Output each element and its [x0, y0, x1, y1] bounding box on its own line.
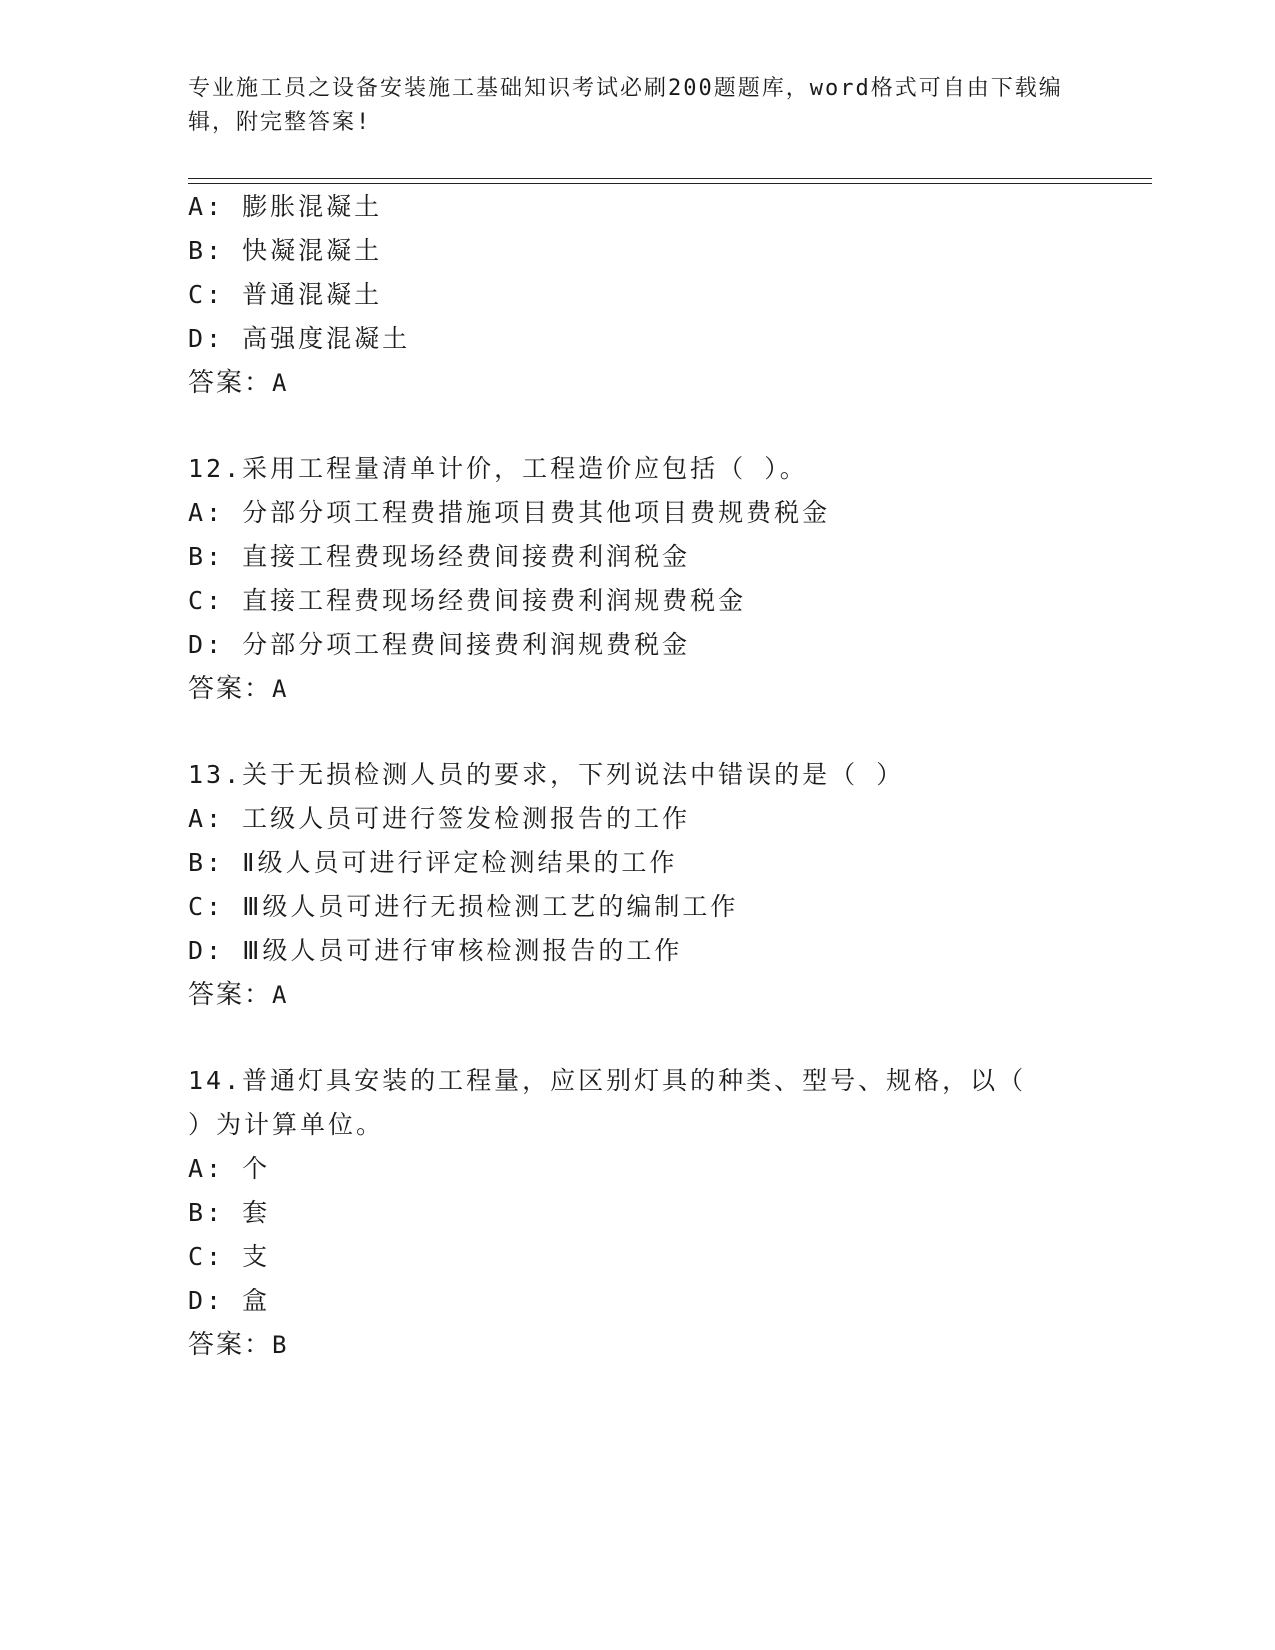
q14-question-line1: 14.普通灯具安装的工程量，应区别灯具的种类、型号、规格，以（ — [188, 1066, 1027, 1095]
q13-option-b: B: Ⅱ级人员可进行评定检测结果的工作 — [188, 848, 678, 877]
q11-option-c: C: 普通混凝土 — [188, 280, 383, 309]
q11-option-b: B: 快凝混凝土 — [188, 236, 383, 265]
q12-answer — [188, 673, 288, 705]
q11-answer — [188, 367, 288, 399]
q13-option-d: D: Ⅲ级人员可进行审核检测报告的工作 — [188, 936, 683, 965]
header-divider-top — [188, 178, 1152, 179]
q11-option-a: A: 膨胀混凝土 — [188, 192, 383, 221]
q14-answer — [188, 1329, 288, 1361]
q12-question: 12.采用工程量清单计价，工程造价应包括（ ）。 — [188, 454, 808, 483]
answer-label: 答案： — [188, 1330, 273, 1360]
header-divider-bottom — [188, 183, 1152, 184]
q14-option-a: A: 个 — [188, 1154, 271, 1183]
q13-option-c: C: Ⅲ级人员可进行无损检测工艺的编制工作 — [188, 892, 739, 921]
answer-value: A — [272, 675, 289, 703]
q13-option-a: A: 工级人员可进行签发检测报告的工作 — [188, 804, 691, 833]
q13-question: 13.关于无损检测人员的要求，下列说法中错误的是（ ） — [188, 760, 905, 789]
answer-value: B — [272, 1331, 289, 1359]
q14-option-b: B: 套 — [188, 1198, 271, 1227]
q11-option-d: D: 高强度混凝土 — [188, 324, 411, 353]
answer-value: A — [272, 369, 289, 397]
document-header: 专业施工员之设备安装施工基础知识考试必刷200题题库，word格式可自由下载编辑，附完整答案! — [188, 76, 1063, 135]
q12-option-b: B: 直接工程费现场经费间接费利润税金 — [188, 542, 691, 571]
q13-answer — [188, 979, 288, 1011]
q14-question-line2: ）为计算单位。 — [188, 1110, 385, 1139]
answer-label: 答案： — [188, 980, 273, 1010]
answer-value: A — [272, 981, 289, 1009]
answer-label: 答案： — [188, 674, 273, 704]
q14-option-c: C: 支 — [188, 1242, 271, 1271]
q12-option-c: C: 直接工程费现场经费间接费利润规费税金 — [188, 586, 747, 615]
q12-option-d: D: 分部分项工程费间接费利润规费税金 — [188, 630, 691, 659]
q12-option-a: A: 分部分项工程费措施项目费其他项目费规费税金 — [188, 498, 831, 527]
answer-label: 答案： — [188, 368, 273, 398]
q14-option-d: D: 盒 — [188, 1286, 271, 1315]
